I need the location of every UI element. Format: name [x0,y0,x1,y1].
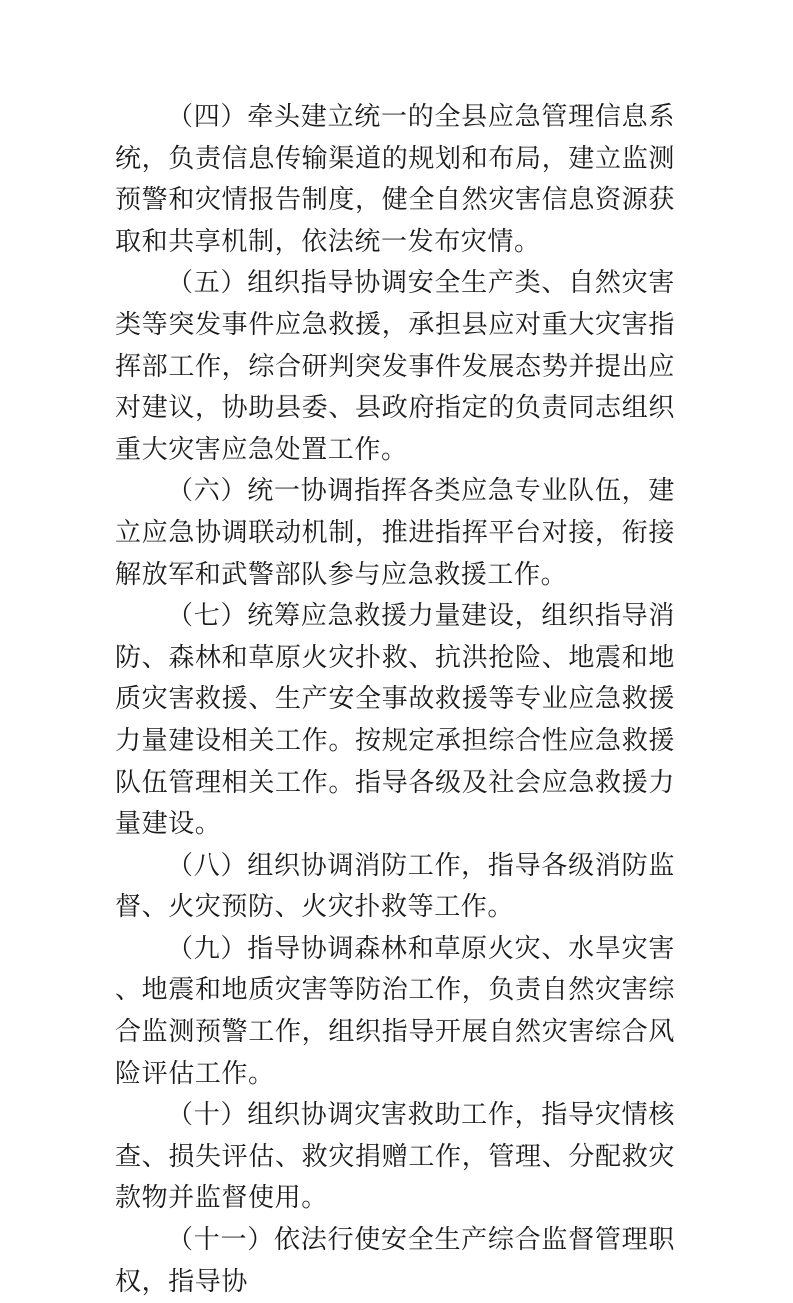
paragraph-11: （十一）依法行使安全生产综合监督管理职权，指导协 [115,1225,675,1297]
paragraph-10: （十）组织协调灾害救助工作，指导灾情核查、损失评估、救灾捐赠工作，管理、分配救灾款物并监督使用。 [115,1100,675,1214]
paragraph-8: （八）组织协调消防工作，指导各级消防监督、火灾预防、火灾扑救等工作。 [115,850,675,923]
paragraph-7: （七）统筹应急救援力量建设，组织指导消防、森林和草原火灾扑救、抗洪抢险、地震和地质灾害救援、生产安全事故救援等专业应急救援力量建设相关工作。按规定承担综合性应急救援队伍管理相关工作。指导各级及社会应急救援力量建设。 [115,601,675,840]
paragraph-4: （四）牵头建立统一的全县应急管理信息系统，负责信息传输渠道的规划和布局，建立监测预警和灾情报告制度，健全自然灾害信息资源获取和共享机制，依法统一发布灾情。 [115,102,675,257]
paragraph-5: （五）组织指导协调安全生产类、自然灾害类等突发事件应急救援，承担县应对重大灾害指挥部工作，综合研判突发事件发展态势并提出应对建议，协助县委、县政府指定的负责同志组织重大灾害应急处置工作。 [115,268,675,465]
paragraph-9: （九）指导协调森林和草原火灾、水旱灾害、地震和地质灾害等防治工作，负责自然灾害综合监测预警工作，组织指导开展自然灾害综合风险评估工作。 [115,933,675,1089]
document-body [115,97,675,1303]
paragraph-6: （六）统一协调指挥各类应急专业队伍，建立应急协调联动机制，推进指挥平台对接，衔接解放军和武警部队参与应急救援工作。 [115,476,675,590]
